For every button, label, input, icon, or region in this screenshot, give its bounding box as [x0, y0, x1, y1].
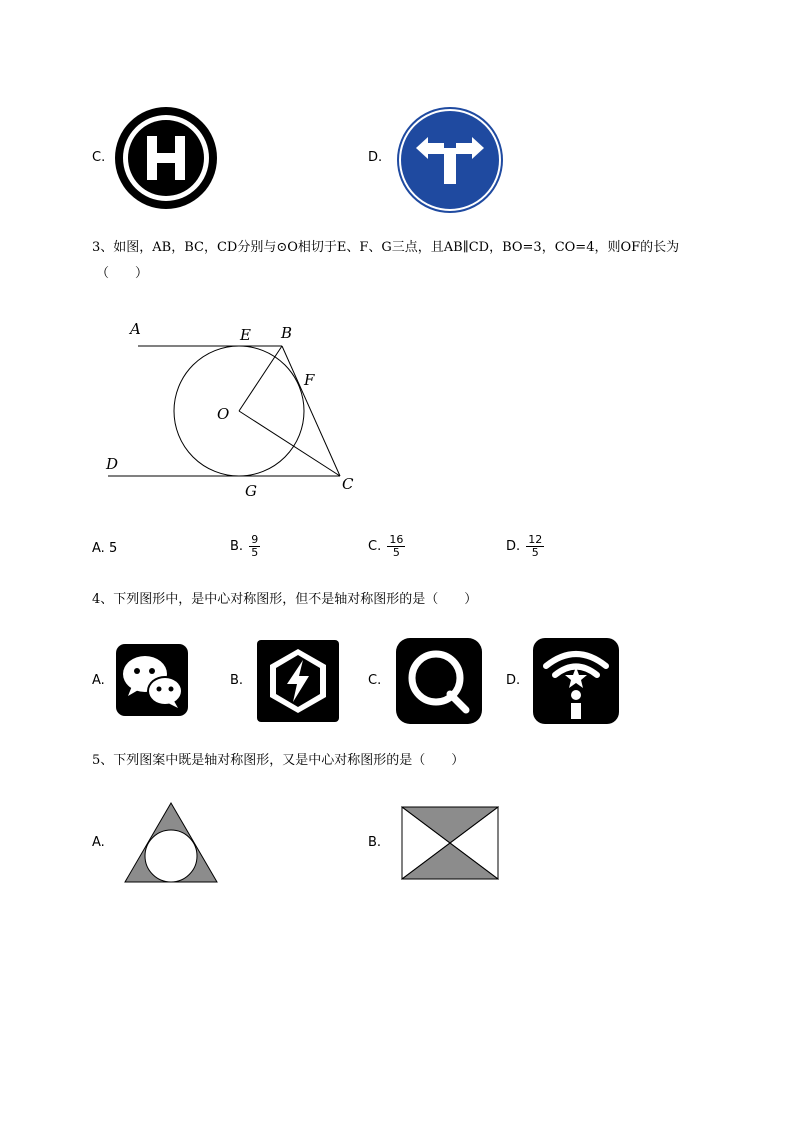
q3-option-c-fraction: [387, 534, 405, 559]
q3-option-d: [506, 534, 544, 559]
fraction-numerator: 9: [251, 533, 259, 546]
q3-question-text: 3、如图，AB，BC，CD分别与⊙O相切于E、F、G三点，且AB∥CD，BO=3，CO=4，则OF的长为: [92, 240, 680, 255]
q4-option-c-label: C.: [368, 673, 382, 688]
q5-option-b-label: B.: [368, 835, 382, 850]
q3-option-b-label: B.: [230, 539, 244, 554]
fraction-numerator: 16: [389, 533, 404, 546]
wechat-icon: [116, 644, 188, 716]
q5-question-text: 5、下列图案中既是轴对称图形，又是中心对称图形的是（ ）: [92, 753, 465, 768]
fraction-numerator: 12: [528, 533, 543, 546]
label-g: G: [245, 482, 257, 500]
q3-option-a: [92, 541, 117, 556]
q3-option-b: [230, 534, 260, 559]
q3-option-d-label: D.: [506, 539, 521, 554]
rectangle-hourglass-icon: [401, 806, 499, 880]
q3-option-a-value: 5: [108, 541, 118, 556]
q3-answer-paren: （ ）: [96, 266, 149, 281]
helipad-h-icon: [114, 106, 218, 210]
lightning-icon: [257, 640, 339, 722]
fraction-denominator: 5: [392, 546, 400, 559]
q3-option-c: [368, 534, 405, 559]
label-a: A: [130, 320, 141, 338]
label-b: B: [281, 324, 293, 342]
q3-option-a-label: A.: [92, 541, 105, 556]
q3-geometry-figure: [100, 316, 370, 506]
search-q-icon: [396, 638, 482, 724]
tangent-circle-diagram: [100, 316, 370, 506]
q2-option-d-label: D.: [368, 150, 383, 165]
triangle-circle-icon: [123, 802, 219, 884]
wifi-star-icon: [533, 638, 619, 724]
q4-question-text: 4、下列图形中，是中心对称图形，但不是轴对称图形的是（ ）: [92, 592, 478, 607]
label-f: F: [304, 371, 315, 389]
fraction-denominator: 5: [531, 546, 539, 559]
line-oc: [239, 411, 340, 476]
label-o: O: [217, 405, 230, 423]
label-d: D: [106, 455, 119, 473]
q4-option-a-label: A.: [92, 673, 105, 688]
q3-option-b-fraction: [249, 534, 260, 559]
q2-option-c-label: C.: [92, 150, 106, 165]
q3-option-d-fraction: [526, 534, 544, 559]
q4-option-b-label: B.: [230, 673, 244, 688]
label-c: C: [342, 475, 354, 493]
q4-option-d-label: D.: [506, 673, 521, 688]
q5-option-a-label: A.: [92, 835, 105, 850]
label-e: E: [240, 326, 251, 344]
turn-left-right-sign-icon: [396, 106, 504, 214]
fraction-denominator: 5: [251, 546, 259, 559]
q3-option-c-label: C.: [368, 539, 382, 554]
line-bc: [282, 346, 340, 476]
line-ob: [239, 346, 282, 411]
